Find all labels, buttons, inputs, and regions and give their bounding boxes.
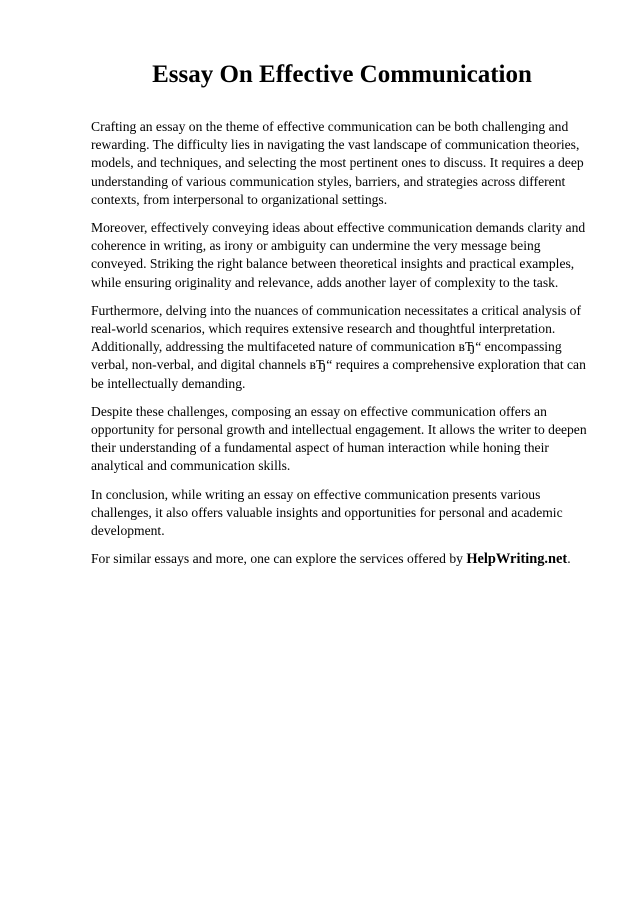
paragraph-1: Crafting an essay on the theme of effective communication can be both challenging and rewarding. The difficulty lies in navigating the vast landscape of communication theories, models, and techniques, and selecting the most pertinent ones to discuss. It requires a deep understanding of various communication styles, barriers, and strategies across different contexts, from interpersonal to organizational settings.: [91, 119, 584, 207]
paragraph-4: Despite these challenges, composing an essay on effective communication offers an opportunity for personal growth and intellectual engagement. It allows the writer to deepen their understanding of a fundamental aspect of human interaction while honing their analytical and communication skills.: [91, 403, 587, 474]
paragraph-2: Moreover, effectively conveying ideas about effective communication demands clarity and coherence in writing, as irony or ambiguity can undermine the very message being conveyed. Striking the right balance between theoretical insights and practical examples, while ensuring originality and relevance, adds another layer of complexity to the task.: [91, 220, 586, 290]
closing-paragraph: [91, 550, 591, 568]
closing-text: For similar essays and more, one can explore the services offered by: [91, 551, 467, 567]
document-body: [91, 118, 591, 578]
document-title: Essay On Effective Communication: [152, 61, 532, 88]
paragraph-3: Furthermore, delving into the nuances of communication necessitates a critical analysis of real-world scenarios, which requires extensive research and thoughtful interpretation. Additionally, addressing the multifaceted nature of communication вЂ“ encompassing verbal, non-verbal, and digital channels вЂ“ requires a comprehensive exploration that can be intellectually demanding.: [91, 302, 586, 391]
helpwriting-link[interactable]: HelpWriting.net: [466, 551, 568, 568]
closing-suffix: .: [567, 551, 571, 567]
paragraph-5: In conclusion, while writing an essay on effective communication presents various challenges, it also offers valuable insights and opportunities for personal and academic development.: [91, 486, 563, 539]
